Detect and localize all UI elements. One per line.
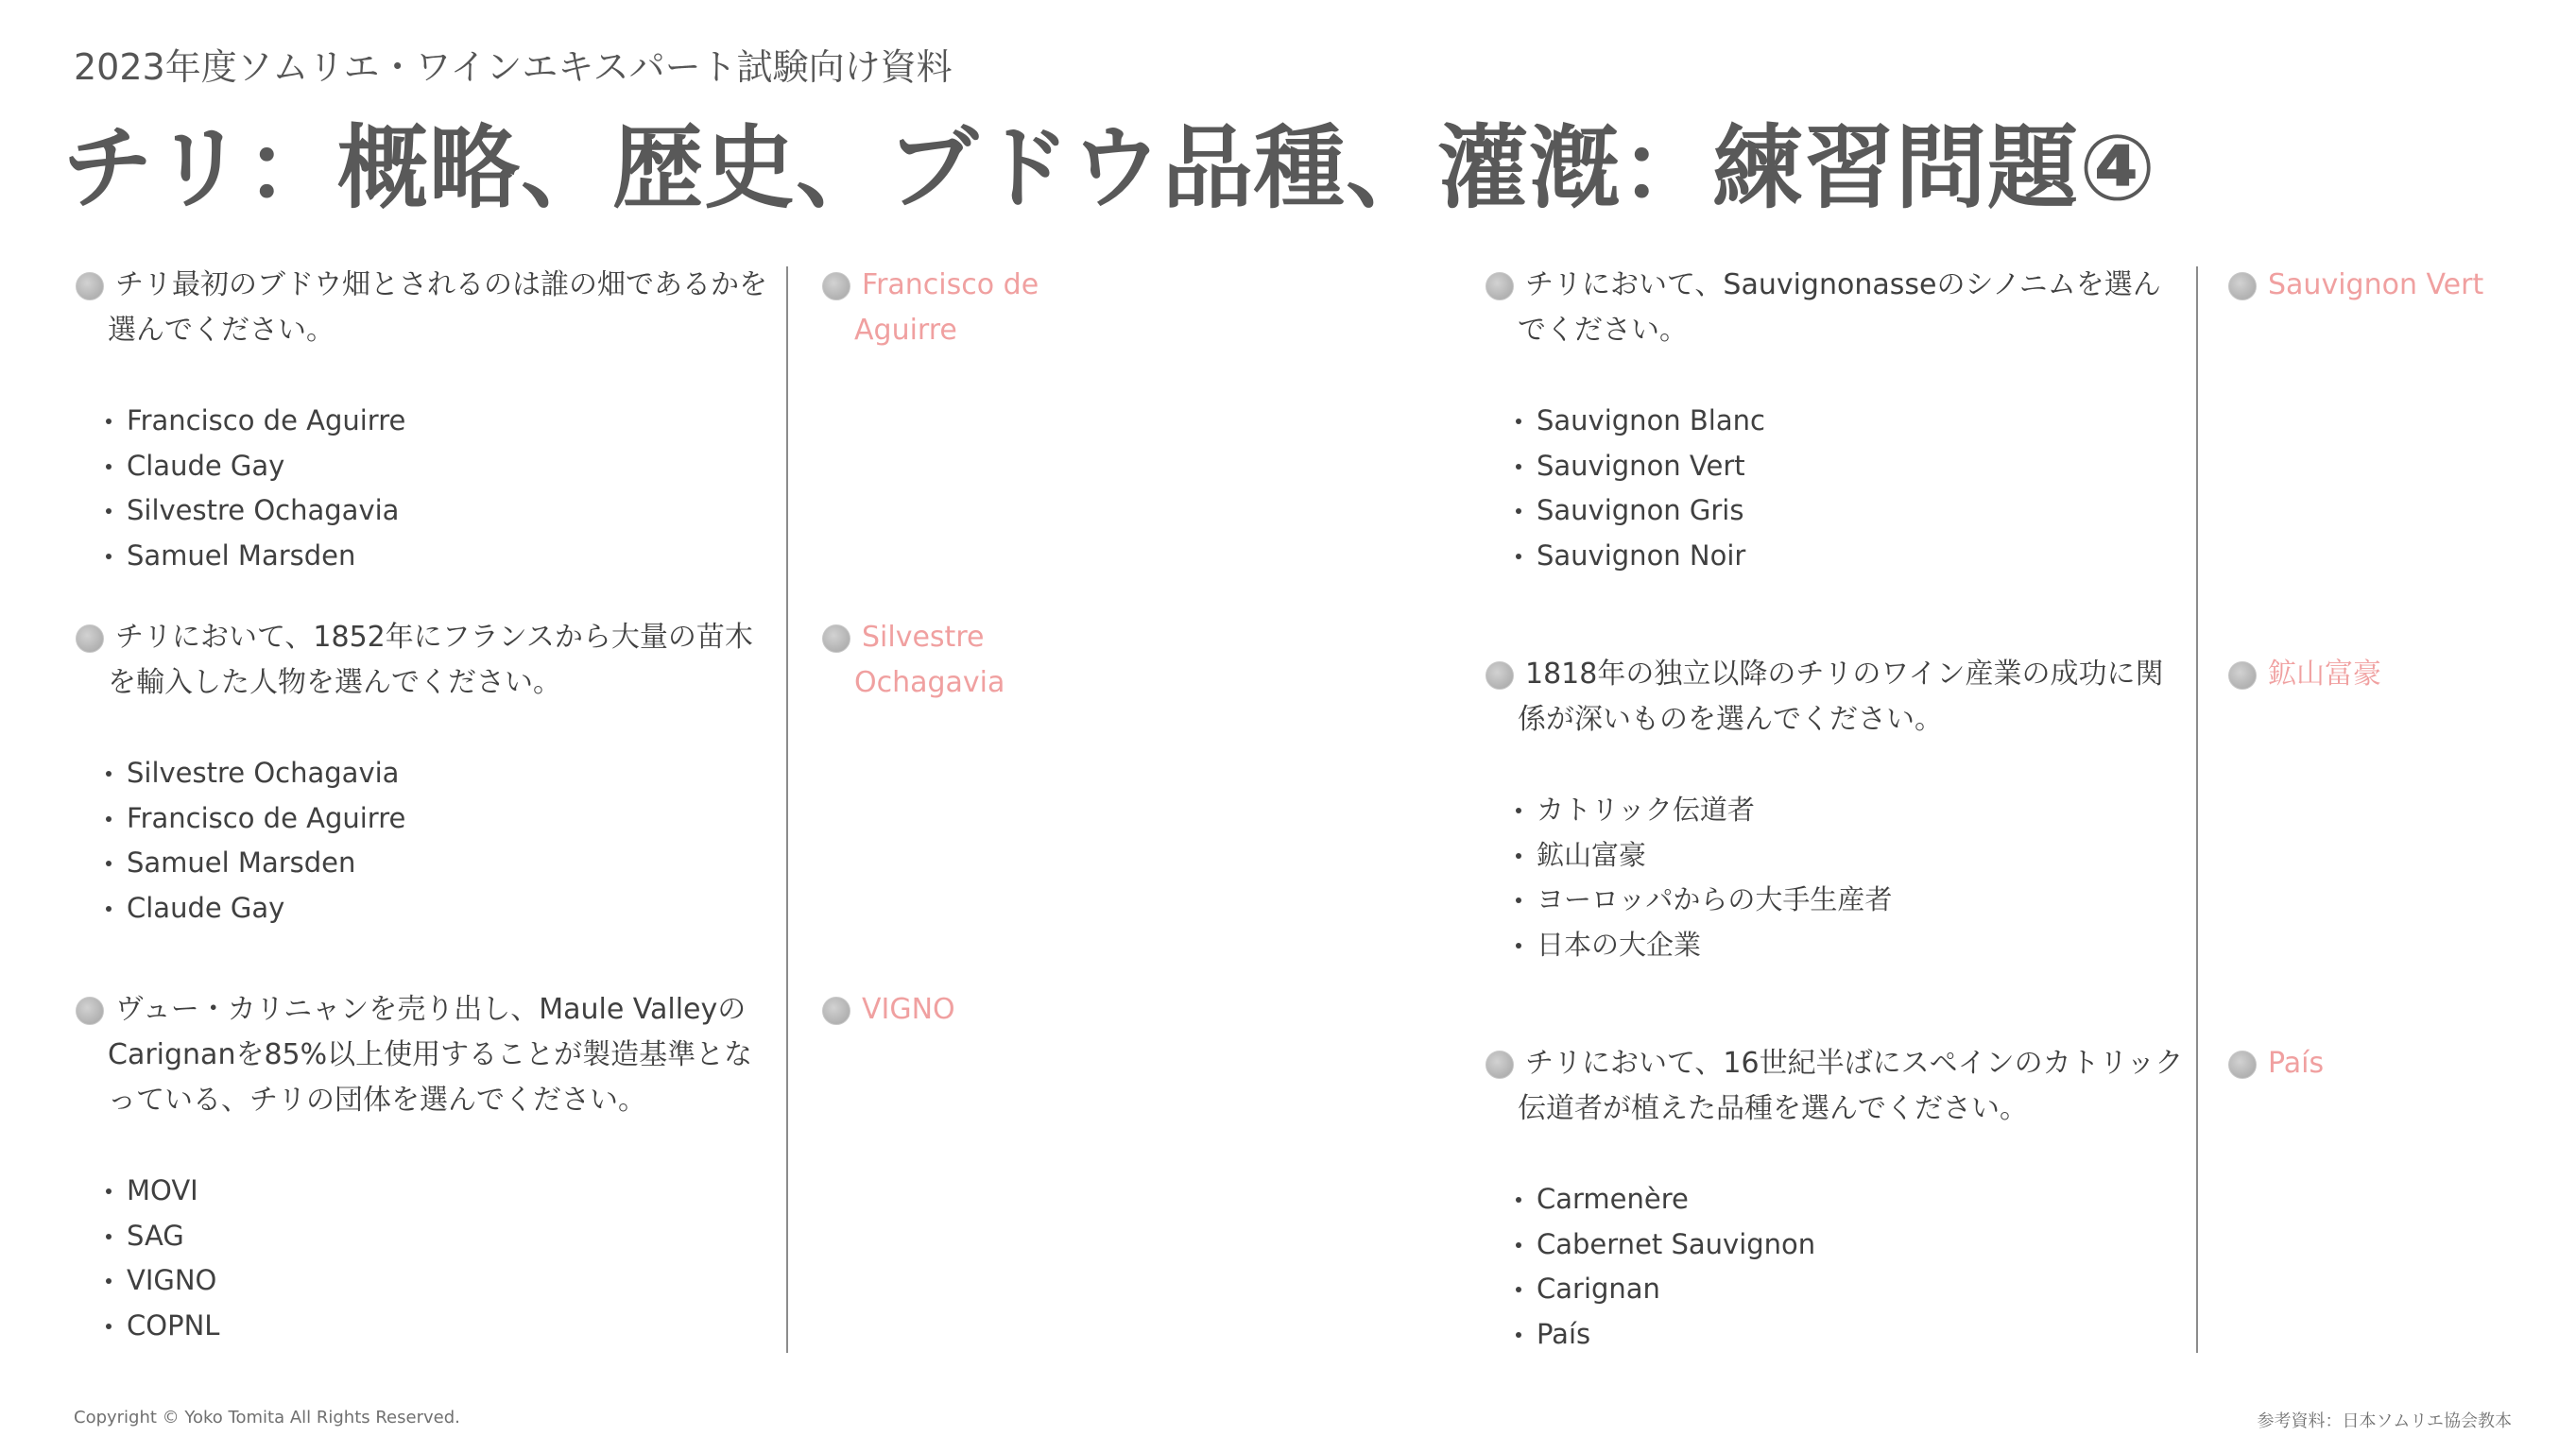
question-block [1485, 1041, 2185, 1357]
options-list [76, 751, 775, 931]
right-column-divider [2196, 266, 2198, 1353]
option-item: Silvestre Ochagavia [104, 488, 775, 534]
question-block [76, 987, 775, 1348]
question [1485, 1041, 2185, 1132]
option-item: Sauvignon Vert [1514, 444, 2185, 489]
question [76, 615, 775, 706]
question-block [76, 615, 775, 931]
question-text: チリにおいて、16世紀半ばにスペインのカトリック伝道者が植えた品種を選んでください。 [1518, 1047, 2184, 1125]
question-bullet-icon [1485, 661, 1514, 690]
page-subtitle: 2023年度ソムリエ・ワインエキスパート試験向け資料 [74, 46, 953, 88]
options-list [1485, 788, 2185, 967]
option-item: Carignan [1514, 1267, 2185, 1312]
option-item: MOVI [104, 1169, 775, 1214]
answer-text: Silvestre Ochagavia [854, 621, 1005, 699]
page-title: チリ：概略、歴史、ブドウ品種、灌漑：練習問題④ [62, 115, 2157, 221]
answer [2228, 1041, 2512, 1086]
question-text: 1818年の独立以降のチリのワイン産業の成功に関係が深いものを選んでください。 [1518, 658, 2164, 736]
question-block [1485, 652, 2185, 967]
answer-text: Francisco de Aguirre [854, 268, 1039, 347]
option-item: Francisco de Aguirre [104, 399, 775, 444]
answer-bullet-icon [2228, 272, 2257, 300]
question [76, 263, 775, 353]
question-block [76, 263, 775, 578]
answer [822, 987, 1106, 1033]
option-item: カトリック伝道者 [1514, 788, 2185, 833]
question-bullet-icon [1485, 272, 1514, 300]
option-item: Samuel Marsden [104, 534, 775, 579]
answer-block [2228, 652, 2512, 697]
answer-bullet-icon [2228, 1051, 2257, 1079]
question [1485, 263, 2185, 353]
options-list [1485, 1177, 2185, 1357]
option-item: Claude Gay [104, 886, 775, 932]
answer [2228, 263, 2512, 308]
option-item: VIGNO [104, 1258, 775, 1304]
answer-bullet-icon [822, 997, 850, 1025]
option-item: Claude Gay [104, 444, 775, 489]
option-item: COPNL [104, 1304, 775, 1349]
answer-text: Sauvignon Vert [2268, 268, 2484, 301]
option-item: 鉱山富豪 [1514, 833, 2185, 879]
question-bullet-icon [76, 624, 104, 653]
reference-text: 参考資料：日本ソムリエ協会教本 [2257, 1411, 2512, 1431]
answer-bullet-icon [822, 272, 850, 300]
question-bullet-icon [76, 997, 104, 1025]
option-item: Francisco de Aguirre [104, 796, 775, 842]
copyright-text: Copyright © Yoko Tomita All Rights Reserved. [74, 1408, 460, 1427]
answer-block [2228, 1041, 2512, 1086]
option-item: Cabernet Sauvignon [1514, 1222, 2185, 1268]
question-text: チリ最初のブドウ畑とされるのは誰の畑であるかを選んでください。 [108, 268, 767, 347]
option-item: Sauvignon Noir [1514, 534, 2185, 579]
answer-block [822, 263, 1106, 353]
answer-block [2228, 263, 2512, 308]
question-bullet-icon [76, 272, 104, 300]
option-item: Sauvignon Blanc [1514, 399, 2185, 444]
options-list [1485, 399, 2185, 578]
answer-text: VIGNO [862, 993, 955, 1026]
question-block [1485, 263, 2185, 578]
option-item: Samuel Marsden [104, 841, 775, 886]
option-item: Sauvignon Gris [1514, 488, 2185, 534]
question-text: チリにおいて、1852年にフランスから大量の苗木を輸入した人物を選んでください。 [108, 621, 753, 699]
answer-text: 鉱山富豪 [2268, 658, 2381, 691]
answer-block [822, 615, 1106, 706]
answer [2228, 652, 2512, 697]
answer-bullet-icon [2228, 661, 2257, 690]
options-list [76, 1169, 775, 1348]
options-list [76, 399, 775, 578]
option-item: Silvestre Ochagavia [104, 751, 775, 796]
answer-bullet-icon [822, 624, 850, 653]
answer [822, 263, 1106, 353]
left-column-divider [786, 266, 788, 1353]
answer [822, 615, 1106, 706]
option-item: País [1514, 1312, 2185, 1358]
option-item: ヨーロッパからの大手生産者 [1514, 878, 2185, 923]
option-item: Carmenère [1514, 1177, 2185, 1222]
question-text: チリにおいて、Sauvignonasseのシノニムを選んでください。 [1518, 268, 2161, 347]
question [1485, 652, 2185, 743]
question-text: ヴュー・カリニャンを売り出し、Maule ValleyのCarignanを85%以上使用することが製造基準となっている、チリの団体を選んでください。 [108, 993, 753, 1117]
option-item: SAG [104, 1214, 775, 1259]
answer-text: País [2268, 1047, 2325, 1080]
question [76, 987, 775, 1123]
option-item: 日本の大企業 [1514, 923, 2185, 968]
answer-block [822, 987, 1106, 1033]
question-bullet-icon [1485, 1051, 1514, 1079]
